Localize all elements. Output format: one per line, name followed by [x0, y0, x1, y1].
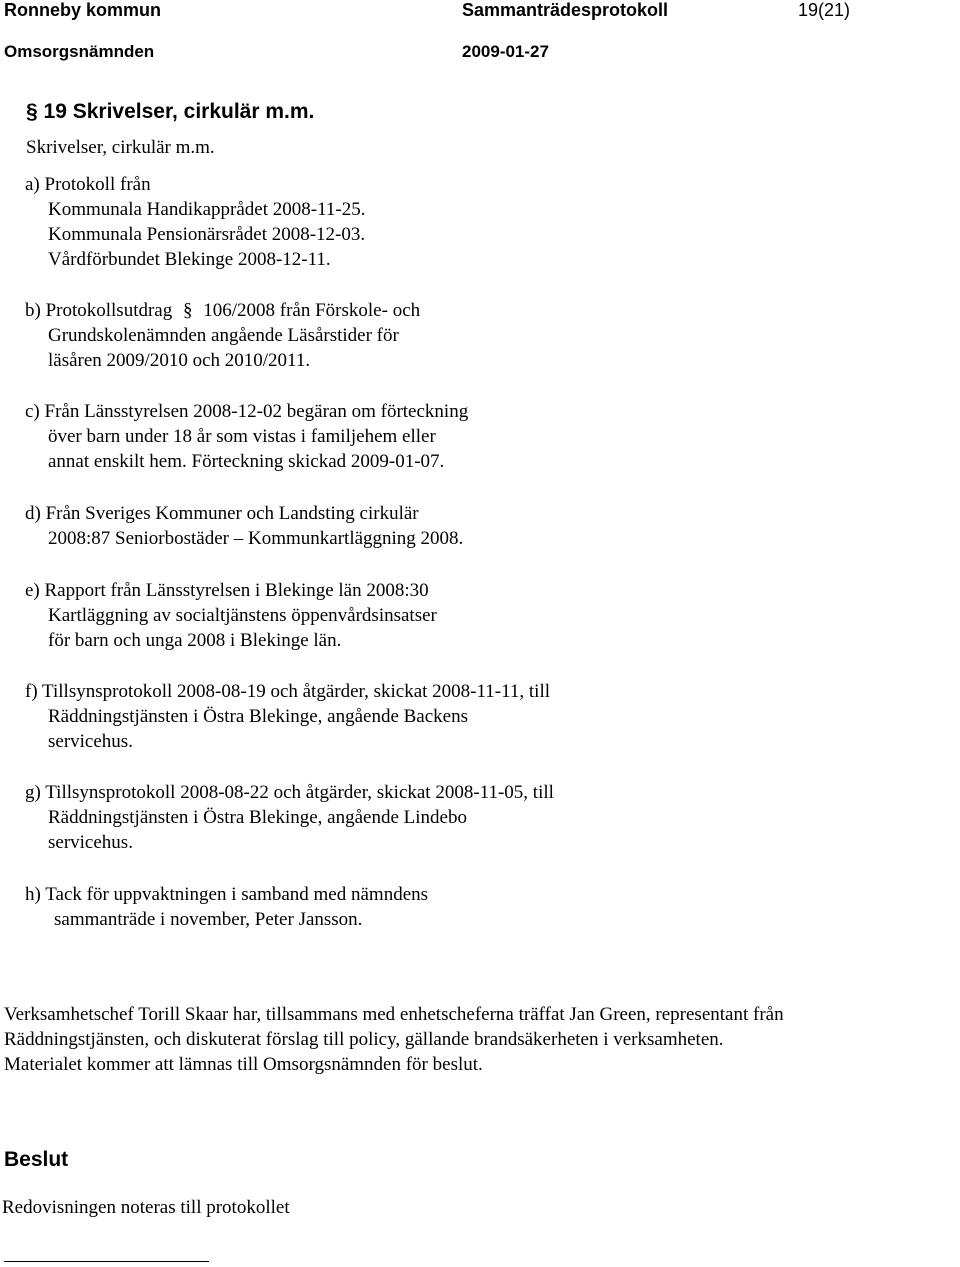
municipality-name: Ronneby kommun: [4, 0, 162, 20]
item-line: över barn under 18 år som vistas i familjehem eller: [48, 426, 436, 447]
paragraph-symbol: §: [183, 300, 193, 321]
item-line: c) Från Länsstyrelsen 2008-12-02 begäran om förteckning: [25, 401, 469, 422]
signature-line: [4, 1261, 209, 1262]
item-line: Kommunala Pensionärsrådet 2008-12-03.: [48, 224, 366, 245]
list-item-g: [25, 780, 554, 855]
list-item-f: [25, 679, 550, 754]
item-line: Grundskolenämnden angående Läsårstider för: [48, 325, 399, 346]
list-item-d: [25, 501, 463, 551]
paragraph-line: Materialet kommer att lämnas till Omsorgsnämnden för beslut.: [4, 1054, 483, 1075]
item-line: Kommunala Handikapprådet 2008-11-25.: [48, 199, 366, 220]
item-line: läsåren 2009/2010 och 2010/2011.: [48, 350, 311, 371]
list-item-a: [25, 172, 365, 272]
item-text: 106/2008 från Förskole- och: [203, 300, 421, 321]
item-line: Räddningstjänsten i Östra Blekinge, angående Lindebo: [48, 807, 467, 828]
item-text: b) Protokollsutdrag: [25, 300, 173, 321]
page-number: 19(21): [798, 0, 851, 20]
item-line: e) Rapport från Länsstyrelsen i Blekinge län 2008:30: [25, 580, 429, 601]
decision-text: Redovisningen noteras till protokollet: [2, 1197, 290, 1218]
board-name: Omsorgsnämnden: [4, 42, 155, 61]
paragraph-symbol: §: [26, 100, 38, 123]
item-line: annat enskilt hem. Förteckning skickad 2009-01-07.: [48, 451, 445, 472]
section-title: 19 Skrivelser, cirkulär m.m.: [43, 100, 315, 123]
item-line: sammanträde i november, Peter Jansson.: [54, 909, 363, 930]
item-line: g) Tillsynsprotokoll 2008-08-22 och åtgärder, skickat 2008-11-05, till: [25, 782, 554, 803]
item-line: Räddningstjänsten i Östra Blekinge, angående Backens: [48, 706, 469, 727]
section-subtitle: Skrivelser, cirkulär m.m.: [26, 137, 215, 158]
item-line: f) Tillsynsprotokoll 2008-08-19 och åtgärder, skickat 2008-11-11, till: [25, 681, 551, 702]
item-line: Kartläggning av socialtjänstens öppenvårdsinsatser: [48, 605, 437, 626]
section-heading: [26, 100, 314, 124]
item-line: för barn och unga 2008 i Blekinge län.: [48, 630, 342, 651]
list-item-h: [25, 882, 428, 932]
list-item-c: [25, 399, 468, 474]
item-line: servicehus.: [48, 731, 133, 752]
item-line: [25, 298, 420, 323]
item-line: servicehus.: [48, 832, 133, 853]
item-line: d) Från Sveriges Kommuner och Landsting cirkulär: [25, 503, 419, 524]
document-type: Sammanträdesprotokoll: [462, 0, 669, 20]
meeting-date: 2009-01-27: [462, 42, 549, 61]
item-line: Vårdförbundet Blekinge 2008-12-11.: [48, 249, 331, 270]
list-item-e: [25, 578, 437, 653]
paragraph-line: Verksamhetschef Torill Skaar har, tillsammans med enhetscheferna träffat Jan Green, representant från: [4, 1004, 784, 1025]
item-line: a) Protokoll från: [25, 174, 151, 195]
item-line: 2008:87 Seniorbostäder – Kommunkartläggning 2008.: [48, 528, 464, 549]
item-line: h) Tack för uppvaktningen i samband med nämndens: [25, 884, 429, 905]
decision-heading: Beslut: [4, 1148, 69, 1171]
body-paragraph: [4, 1002, 784, 1077]
list-item-b: [25, 298, 420, 373]
paragraph-line: Räddningstjänsten, och diskuterat förslag till policy, gällande brandsäkerheten i verksamheten.: [4, 1029, 724, 1050]
